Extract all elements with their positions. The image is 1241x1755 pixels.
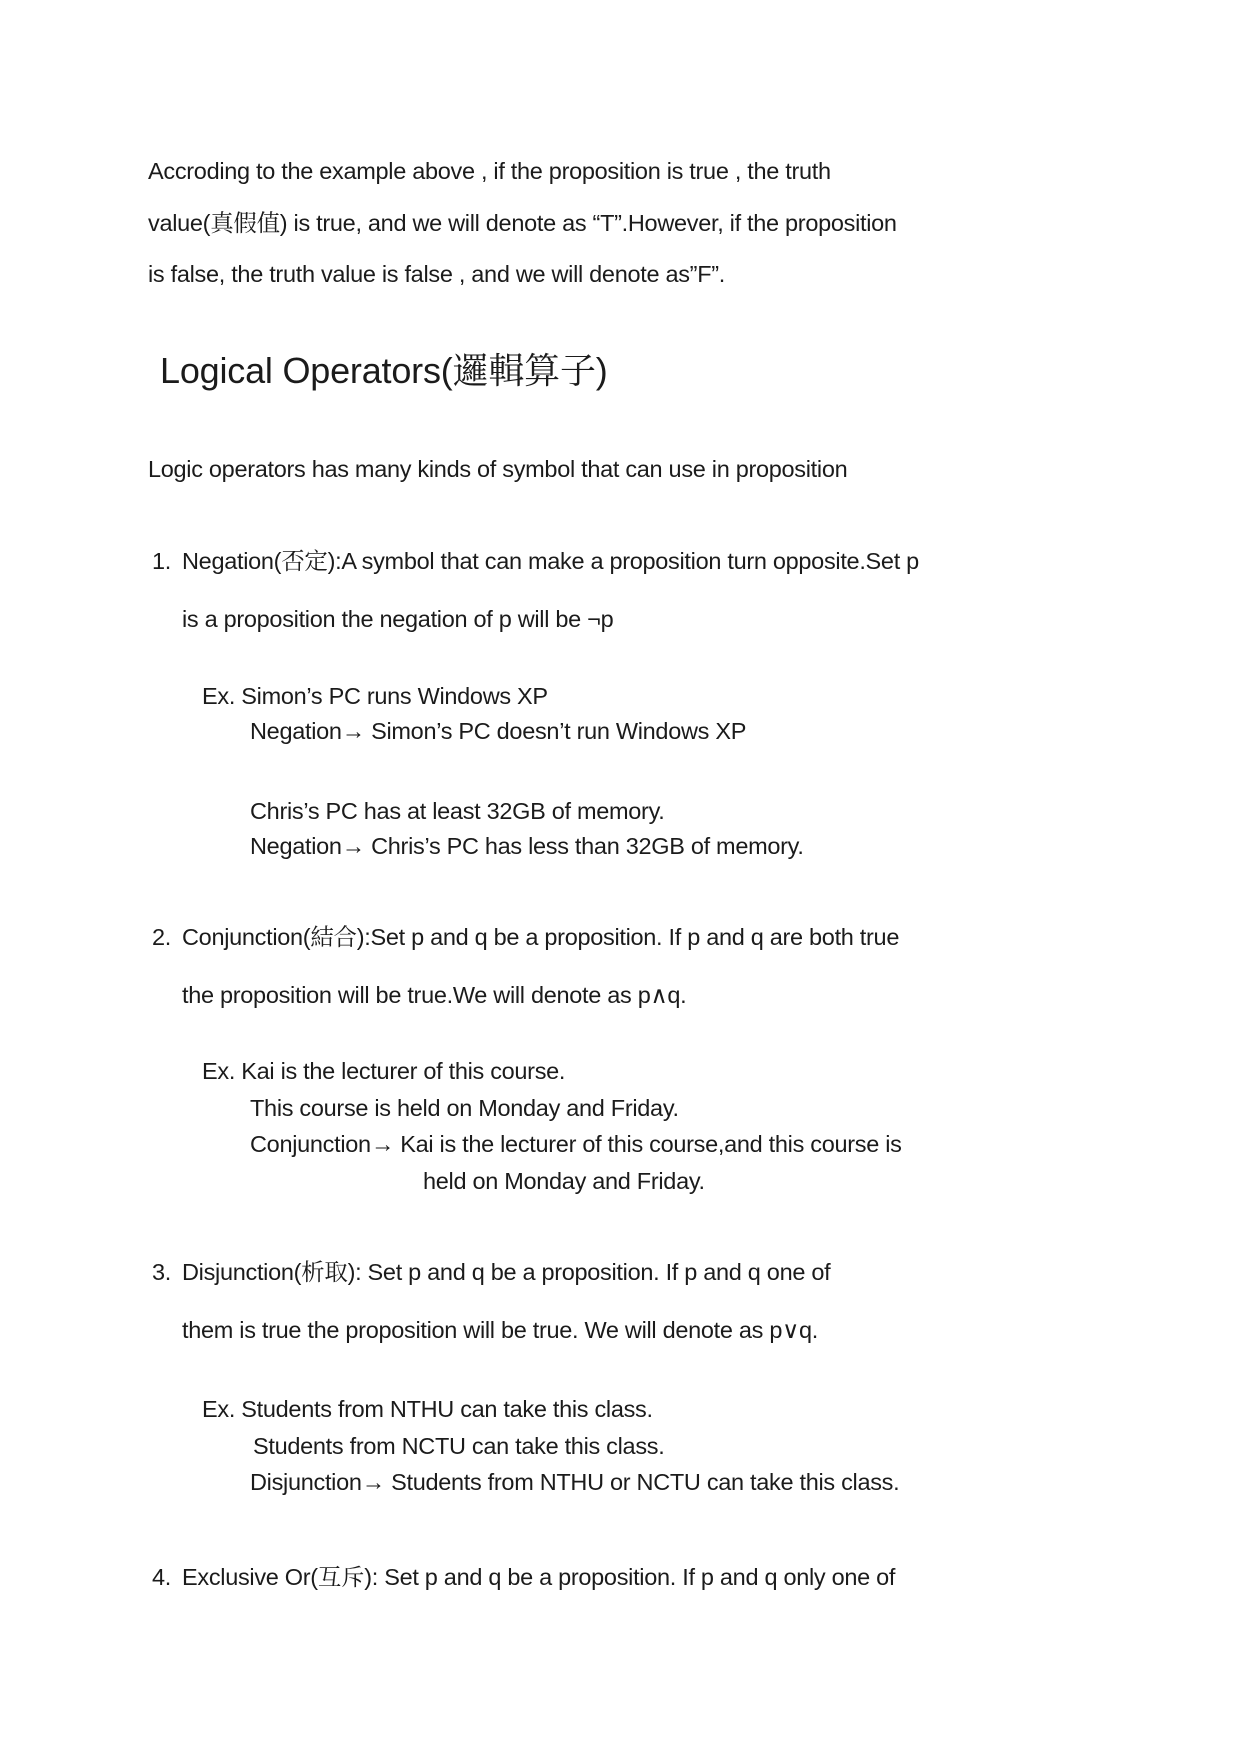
- example-conjunction: [202, 1053, 1182, 1199]
- operator-label: Disjunction: [250, 1469, 362, 1495]
- operator-label: Conjunction: [250, 1131, 371, 1157]
- example-result: Students from NTHU or NCTU can take this class.: [384, 1469, 900, 1495]
- list-item-line: [152, 1548, 1132, 1606]
- example-result: Chris’s PC has less than 32GB of memory.: [364, 833, 804, 859]
- example-negation-1: [202, 679, 1182, 749]
- list-number: 1.: [152, 548, 171, 574]
- list-text: Negation(否定):A symbol that can make a proposition turn opposite.Set p: [182, 548, 919, 574]
- example-line: held on Monday and Friday.: [423, 1167, 705, 1194]
- intro-line-3: is false, the truth value is false , and we will denote as”F”.: [148, 261, 726, 287]
- example-line: Students from NCTU can take this class.: [253, 1432, 665, 1459]
- section-heading: Logical Operators(邏輯算子): [160, 350, 608, 391]
- arrow-icon: →: [341, 833, 365, 859]
- list-text: Conjunction(結合):Set p and q be a proposition. If p and q are both true: [182, 924, 900, 950]
- example-line: Ex. Students from NTHU can take this class.: [202, 1396, 653, 1422]
- example-line: [202, 1464, 1182, 1501]
- list-text: Exclusive Or(互斥): Set p and q be a proposition. If p and q only one of: [182, 1564, 896, 1590]
- example-negation-2: [202, 794, 1182, 864]
- list-item-conjunction: [152, 908, 1132, 1024]
- list-item-negation: [152, 532, 1132, 648]
- example-disjunction: [202, 1391, 1182, 1501]
- list-number: 2.: [152, 924, 171, 950]
- list-number: 4.: [152, 1564, 171, 1590]
- operator-label: Negation: [250, 718, 342, 744]
- example-line: Chris’s PC has at least 32GB of memory.: [250, 798, 665, 824]
- list-item-line: them is true the proposition will be true. We will denote as p∨q.: [182, 1317, 819, 1343]
- lead-paragraph: Logic operators has many kinds of symbol that can use in proposition: [148, 456, 848, 482]
- list-text: Disjunction(析取): Set p and q be a proposition. If p and q one of: [182, 1259, 831, 1285]
- list-number: 3.: [152, 1259, 171, 1285]
- example-result: Kai is the lecturer of this course,and this course is: [394, 1131, 902, 1157]
- example-line: Ex. Simon’s PC runs Windows XP: [202, 683, 548, 709]
- list-item-line: the proposition will be true.We will denote as p∧q.: [182, 982, 687, 1008]
- list-item-disjunction: [152, 1243, 1132, 1359]
- list-item-line: [152, 1243, 1132, 1301]
- intro-paragraph: [148, 146, 897, 301]
- intro-line-2: value(真假值) is true, and we will denote as “T”.However, if the proposition: [148, 209, 897, 236]
- list-item-exclusive-or: [152, 1548, 1132, 1606]
- arrow-icon: →: [341, 718, 365, 744]
- list-item-line: is a proposition the negation of p will be ¬p: [182, 606, 614, 632]
- example-line: [202, 714, 1182, 749]
- arrow-icon: →: [361, 1469, 385, 1495]
- operator-label: Negation: [250, 833, 342, 859]
- list-item-line: [152, 908, 1132, 966]
- example-line: [202, 829, 1182, 864]
- arrow-icon: →: [370, 1131, 395, 1157]
- example-line: Ex. Kai is the lecturer of this course.: [202, 1058, 566, 1084]
- example-line: This course is held on Monday and Friday.: [250, 1094, 679, 1121]
- example-line: [202, 1126, 1182, 1163]
- list-item-line: [152, 532, 1132, 590]
- intro-line-1: Accroding to the example above , if the proposition is true , the truth: [148, 158, 831, 184]
- example-result: Simon’s PC doesn’t run Windows XP: [364, 718, 747, 744]
